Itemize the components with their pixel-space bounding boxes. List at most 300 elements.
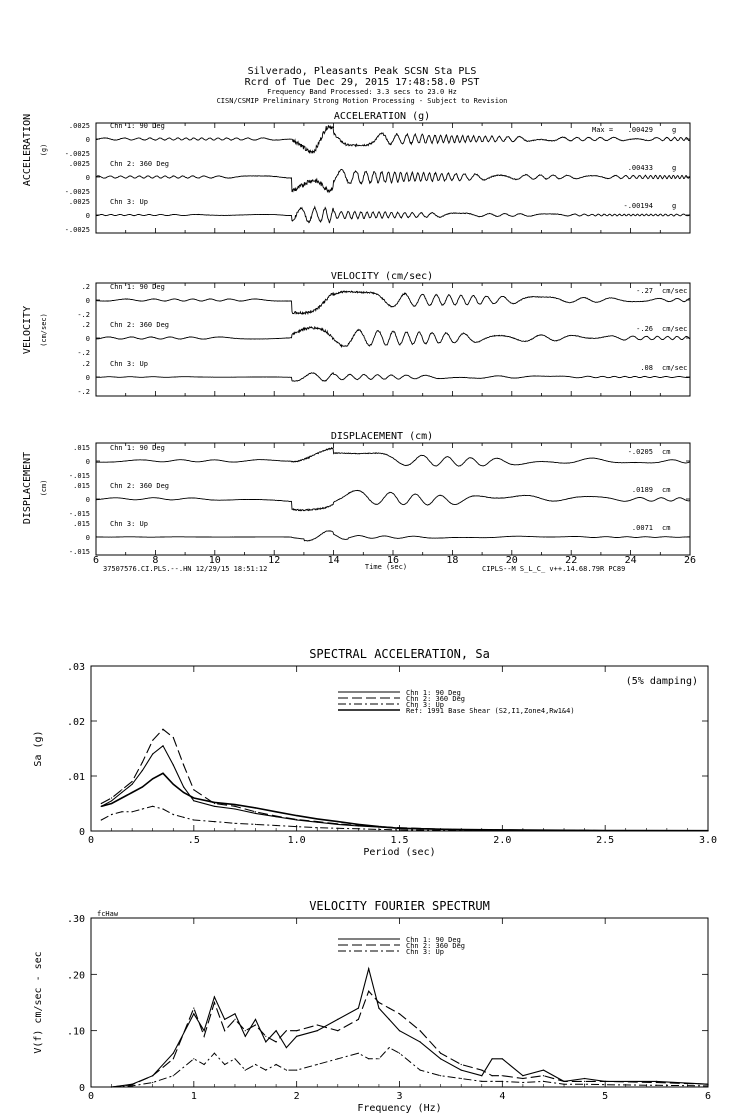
- data-point: [317, 818, 318, 819]
- data-point: [132, 1084, 133, 1085]
- data-point: [183, 817, 184, 818]
- data-point: [296, 815, 297, 816]
- data-point: [204, 1064, 205, 1065]
- data-point: [440, 1053, 441, 1054]
- velocity-fourier-spectrum-chart: [33, 899, 711, 1114]
- data-point: [173, 1075, 174, 1076]
- data-point: [286, 1030, 287, 1031]
- legend-label: Chn 1: 90 Deg: [406, 689, 461, 697]
- data-point: [121, 797, 122, 798]
- y-tick-label: 0: [85, 136, 90, 144]
- data-point: [461, 1070, 462, 1071]
- data-point: [502, 1075, 503, 1076]
- data-point: [111, 800, 112, 801]
- data-point: [420, 1041, 421, 1042]
- processing-note: CISN/CSMIP Preliminary Strong Motion Processing - Subject to Revision: [216, 97, 508, 105]
- data-point: [337, 823, 338, 824]
- time-tick-label: 22: [565, 555, 578, 566]
- x-axis-label: Frequency (Hz): [357, 1103, 442, 1114]
- data-point: [162, 773, 163, 774]
- data-point: [152, 1082, 153, 1083]
- chart-annotation: (5% damping): [625, 676, 698, 687]
- data-point: [142, 762, 143, 763]
- data-point: [121, 811, 122, 812]
- vel-panel: [22, 271, 690, 396]
- data-point: [337, 1058, 338, 1059]
- data-point: [162, 745, 163, 746]
- data-point: [265, 1070, 266, 1071]
- data-point: [358, 1019, 359, 1020]
- y-tick-label: .02: [66, 717, 85, 728]
- data-point: [132, 1085, 133, 1086]
- data-point: [193, 1013, 194, 1014]
- corner-label: fcHaw: [97, 910, 119, 918]
- data-point: [286, 1070, 287, 1071]
- time-tick-label: 6: [92, 555, 100, 566]
- time-tick-label: 20: [505, 555, 518, 566]
- channel-max-unit: cm/sec: [662, 364, 688, 372]
- data-point: [111, 803, 112, 804]
- data-point: [378, 1008, 379, 1009]
- x-tick-label: 1.0: [287, 835, 306, 846]
- series-line: [101, 773, 708, 830]
- data-point: [461, 1064, 462, 1065]
- data-point: [204, 1030, 205, 1031]
- data-point: [563, 1081, 564, 1082]
- y-tick-label: -.0025: [64, 150, 90, 158]
- y-tick-label: -.2: [77, 388, 90, 396]
- chart-frame: [91, 666, 708, 831]
- data-point: [183, 786, 184, 787]
- time-tick-label: 8: [152, 555, 159, 566]
- data-point: [605, 830, 606, 831]
- data-point: [317, 1064, 318, 1065]
- data-point: [296, 819, 297, 820]
- channel-max-value: -.00194: [623, 202, 653, 210]
- vel-side-label: VELOCITY: [22, 305, 33, 355]
- acc-trace-ch3: [96, 207, 690, 223]
- data-point: [162, 808, 163, 809]
- channel-max-value: .0071: [631, 524, 653, 532]
- data-point: [193, 1058, 194, 1059]
- vel-trace-ch3: [96, 373, 690, 382]
- data-point: [101, 806, 102, 807]
- data-point: [502, 829, 503, 830]
- data-point: [255, 813, 256, 814]
- y-tick-label: .015: [73, 444, 90, 452]
- data-point: [502, 1081, 503, 1082]
- y-tick-label: -.0025: [64, 226, 90, 234]
- data-point: [317, 827, 318, 828]
- x-axis-label: Period (sec): [363, 847, 436, 858]
- data-point: [255, 807, 256, 808]
- data-point: [152, 1075, 153, 1076]
- data-point: [183, 792, 184, 793]
- data-point: [492, 1075, 493, 1076]
- data-point: [255, 1019, 256, 1020]
- data-point: [234, 1058, 235, 1059]
- y-tick-label: .10: [66, 1026, 85, 1038]
- data-point: [389, 1019, 390, 1020]
- data-point: [492, 1081, 493, 1082]
- spectral-acceleration-chart: [33, 647, 717, 858]
- data-point: [605, 1084, 606, 1085]
- data-point: [440, 1075, 441, 1076]
- data-point: [563, 1084, 564, 1085]
- time-tick-label: 26: [683, 555, 697, 566]
- disp-trace-ch1: [96, 448, 690, 466]
- channel-name: Chn 2: 360 Deg: [110, 482, 170, 490]
- data-point: [142, 770, 143, 771]
- data-point: [656, 1085, 657, 1086]
- data-point: [142, 808, 143, 809]
- channel-max-value: .08: [640, 364, 653, 372]
- data-point: [111, 797, 112, 798]
- channel-max-value: .00433: [627, 164, 653, 172]
- channel-max-unit: cm: [662, 524, 671, 532]
- chart-title: VELOCITY FOURIER SPECTRUM: [309, 899, 490, 913]
- data-point: [265, 1036, 266, 1037]
- data-point: [656, 1081, 657, 1082]
- acc-panel: [22, 111, 690, 234]
- data-point: [399, 1013, 400, 1014]
- data-point: [502, 1058, 503, 1059]
- disp-trace-ch3: [96, 531, 690, 541]
- data-point: [337, 828, 338, 829]
- data-point: [276, 816, 277, 817]
- channel-name: Chn 3: Up: [110, 198, 148, 206]
- y-tick-label: .2: [81, 283, 90, 291]
- data-point: [378, 829, 379, 830]
- data-point: [543, 1081, 544, 1082]
- data-point: [183, 764, 184, 765]
- time-history-panels: [22, 111, 690, 556]
- data-point: [255, 824, 256, 825]
- data-point: [255, 811, 256, 812]
- channel-max-unit: cm/sec: [662, 287, 688, 295]
- data-point: [111, 814, 112, 815]
- acc-unit-label: (g): [40, 143, 48, 157]
- data-point: [368, 968, 369, 969]
- y-tick-label: .2: [81, 321, 90, 329]
- time-tick-label: 12: [268, 555, 281, 566]
- time-tick-label: 10: [208, 555, 221, 566]
- processing-version-footer: CIPLS--M S_L_C_ v++.14.68.79R PC89: [482, 565, 626, 573]
- vel-unit-label: (cm/sec): [40, 313, 48, 347]
- data-point: [337, 821, 338, 822]
- data-point: [152, 806, 153, 807]
- data-point: [132, 784, 133, 785]
- legend-label: Chn 2: 360 Deg: [406, 942, 466, 950]
- x-tick-label: .5: [187, 835, 200, 846]
- record-time: Rcrd of Tue Dec 29, 2015 17:48:58.0 PST: [244, 77, 480, 88]
- data-point: [296, 1030, 297, 1031]
- disp-side-label: DISPLACEMENT: [22, 451, 33, 525]
- x-tick-label: 1: [190, 1091, 197, 1102]
- channel-name: Chn 2: 360 Deg: [110, 160, 170, 168]
- data-point: [707, 1084, 708, 1085]
- vel-frame: [96, 283, 690, 396]
- disp-trace-ch2: [96, 490, 690, 510]
- y-tick-label: -.015: [68, 510, 90, 518]
- data-point: [584, 1084, 585, 1085]
- data-point: [173, 737, 174, 738]
- data-point: [399, 829, 400, 830]
- channel-max-unit: cm/sec: [662, 325, 688, 333]
- time-tick-label: 24: [624, 555, 637, 566]
- acc-trace-ch2: [96, 169, 690, 192]
- acc-side-label: ACCELERATION: [22, 113, 33, 187]
- data-point: [358, 828, 359, 829]
- data-point: [584, 1078, 585, 1079]
- channel-max-unit: g: [672, 202, 677, 210]
- data-point: [245, 1070, 246, 1071]
- data-point: [121, 792, 122, 793]
- data-point: [296, 1070, 297, 1071]
- disp-unit-label: (cm): [40, 479, 48, 497]
- channel-max-unit: g: [672, 164, 677, 172]
- channel-name: Chn 3: Up: [110, 520, 148, 528]
- x-tick-label: 0: [87, 835, 95, 846]
- channel-max-value: -.27: [636, 287, 653, 295]
- channel-name: Chn 1: 90 Deg: [110, 122, 165, 130]
- y-tick-label: 0: [85, 174, 90, 182]
- data-point: [543, 1075, 544, 1076]
- data-point: [224, 1030, 225, 1031]
- data-point: [522, 1078, 523, 1079]
- data-point: [234, 804, 235, 805]
- station-title: Silverado, Pleasants Peak SCSN Sta PLS: [247, 66, 477, 77]
- channel-max-unit: g: [672, 126, 677, 134]
- data-point: [193, 789, 194, 790]
- vel-trace-ch1: [96, 291, 690, 314]
- data-point: [152, 740, 153, 741]
- data-point: [214, 802, 215, 803]
- data-point: [276, 1064, 277, 1065]
- data-point: [378, 826, 379, 827]
- data-point: [265, 1041, 266, 1042]
- y-tick-label: 0: [85, 496, 90, 504]
- legend-label: Ref: 1991 Base Shear (S2,I1,Zone4,Rw1&4): [406, 707, 575, 715]
- data-point: [214, 806, 215, 807]
- data-point: [132, 811, 133, 812]
- data-point: [337, 1030, 338, 1031]
- series-line: [101, 746, 708, 831]
- disp-title: DISPLACEMENT (cm): [330, 431, 434, 442]
- channel-max-unit: cm: [662, 448, 671, 456]
- channel-max-value: .0189: [631, 486, 653, 494]
- data-point: [255, 1064, 256, 1065]
- series-line: [101, 729, 708, 830]
- y-tick-label: .0025: [68, 122, 90, 130]
- data-point: [399, 828, 400, 829]
- data-point: [224, 1064, 225, 1065]
- data-point: [296, 826, 297, 827]
- record-id-footer: 37507576.CI.PLS.--.HN 12/29/15 18:51:12: [103, 565, 268, 573]
- legend-label: Chn 1: 90 Deg: [406, 936, 461, 944]
- time-tick-label: 14: [327, 555, 340, 566]
- data-point: [461, 1078, 462, 1079]
- data-point: [214, 996, 215, 997]
- data-point: [707, 830, 708, 831]
- data-point: [399, 1030, 400, 1031]
- data-point: [152, 778, 153, 779]
- channel-max-value: -.26: [636, 325, 653, 333]
- channel-name: Chn 2: 360 Deg: [110, 321, 170, 329]
- y-tick-label: .20: [66, 970, 85, 982]
- data-point: [245, 1036, 246, 1037]
- channel-name: Chn 1: 90 Deg: [110, 283, 165, 291]
- data-point: [101, 803, 102, 804]
- channel-max-value: .00429: [627, 126, 653, 134]
- x-tick-label: 2.0: [493, 835, 512, 846]
- data-point: [234, 806, 235, 807]
- x-tick-label: 2.5: [596, 835, 615, 846]
- data-point: [234, 823, 235, 824]
- data-point: [286, 1047, 287, 1048]
- data-point: [358, 1008, 359, 1009]
- data-point: [358, 1053, 359, 1054]
- data-point: [276, 825, 277, 826]
- y-tick-label: .30: [66, 914, 85, 925]
- data-point: [522, 1075, 523, 1076]
- data-point: [245, 1030, 246, 1031]
- y-tick-label: 0: [78, 827, 85, 838]
- y-tick-label: 0: [85, 212, 90, 220]
- y-tick-label: .2: [81, 360, 90, 368]
- data-point: [173, 1058, 174, 1059]
- y-tick-label: .015: [73, 482, 90, 490]
- data-point: [317, 1030, 318, 1031]
- data-point: [389, 1047, 390, 1048]
- data-point: [224, 1019, 225, 1020]
- data-point: [543, 1070, 544, 1071]
- data-point: [193, 797, 194, 798]
- vel-title: VELOCITY (cm/sec): [330, 271, 434, 282]
- data-point: [132, 792, 133, 793]
- y-tick-label: -.0025: [64, 188, 90, 196]
- x-tick-label: 3.0: [698, 835, 718, 846]
- data-point: [142, 786, 143, 787]
- data-point: [420, 1070, 421, 1071]
- y-tick-label: 0: [85, 374, 90, 382]
- x-tick-label: 4: [499, 1091, 506, 1102]
- legend-label: Chn 2: 360 Deg: [406, 695, 466, 703]
- y-tick-label: 0: [85, 297, 90, 305]
- data-point: [173, 764, 174, 765]
- data-point: [420, 1030, 421, 1031]
- y-tick-label: .0025: [68, 160, 90, 168]
- data-point: [193, 800, 194, 801]
- data-point: [378, 1058, 379, 1059]
- y-tick-label: 0: [78, 1083, 85, 1094]
- data-point: [317, 1024, 318, 1025]
- data-point: [584, 1081, 585, 1082]
- chart-title: SPECTRAL ACCELERATION, Sa: [309, 647, 490, 661]
- data-point: [173, 814, 174, 815]
- x-tick-label: 3: [396, 1091, 403, 1102]
- chart-frame: [91, 918, 708, 1087]
- data-point: [214, 821, 215, 822]
- data-point: [173, 1053, 174, 1054]
- data-point: [440, 1058, 441, 1059]
- y-axis-label: Sa (g): [33, 730, 44, 767]
- data-point: [317, 821, 318, 822]
- acc-title: ACCELERATION (g): [333, 111, 431, 122]
- frequency-band: Frequency Band Processed: 3.3 secs to 23.0 Hz: [267, 88, 457, 96]
- data-point: [111, 1086, 112, 1087]
- x-tick-label: 6: [704, 1091, 712, 1102]
- data-point: [162, 729, 163, 730]
- vel-trace-ch2: [96, 327, 690, 347]
- legend-label: Chn 3: Up: [406, 701, 444, 709]
- data-point: [193, 819, 194, 820]
- data-point: [481, 1070, 482, 1071]
- data-point: [276, 1041, 277, 1042]
- data-point: [296, 1036, 297, 1037]
- channel-name: Chn 1: 90 Deg: [110, 444, 165, 452]
- channel-max-unit: cm: [662, 486, 671, 494]
- data-point: [481, 1075, 482, 1076]
- channel-max-value: -.0205: [627, 448, 653, 456]
- data-point: [707, 1085, 708, 1086]
- data-point: [121, 789, 122, 790]
- data-point: [276, 1030, 277, 1031]
- data-point: [399, 1053, 400, 1054]
- y-tick-label: -.015: [68, 472, 90, 480]
- data-point: [276, 811, 277, 812]
- y-tick-label: 0: [85, 534, 90, 542]
- data-point: [152, 753, 153, 754]
- data-point: [234, 1019, 235, 1020]
- y-tick-label: .015: [73, 520, 90, 528]
- data-point: [656, 1082, 657, 1083]
- data-point: [234, 808, 235, 809]
- y-tick-label: .0025: [68, 198, 90, 206]
- y-axis-label: V(f) cm/sec - sec: [33, 951, 44, 1054]
- x-tick-label: 5: [602, 1091, 609, 1102]
- data-point: [450, 829, 451, 830]
- data-point: [368, 1058, 369, 1059]
- data-point: [214, 1002, 215, 1003]
- x-tick-label: 2: [293, 1091, 300, 1102]
- y-tick-label: 0: [85, 335, 90, 343]
- disp-panel: [22, 431, 690, 556]
- data-point: [358, 824, 359, 825]
- series-line: [101, 806, 708, 831]
- data-point: [389, 1008, 390, 1009]
- data-point: [378, 1002, 379, 1003]
- data-point: [204, 1036, 205, 1037]
- y-tick-label: -.015: [68, 548, 90, 556]
- channel-max-prefix: Max =: [592, 126, 614, 134]
- legend-label: Chn 3: Up: [406, 948, 444, 956]
- y-tick-label: -.2: [77, 311, 90, 319]
- data-point: [522, 1082, 523, 1083]
- time-axis-label: Time (sec): [364, 563, 408, 571]
- data-point: [255, 1024, 256, 1025]
- data-point: [234, 1013, 235, 1014]
- data-point: [214, 1053, 215, 1054]
- y-tick-label: 0: [85, 458, 90, 466]
- x-tick-label: 0: [87, 1091, 95, 1102]
- data-point: [101, 819, 102, 820]
- data-point: [337, 1019, 338, 1020]
- y-tick-label: .01: [66, 772, 85, 783]
- y-tick-label: -.2: [77, 349, 90, 357]
- channel-name: Chn 3: Up: [110, 360, 148, 368]
- data-point: [481, 1081, 482, 1082]
